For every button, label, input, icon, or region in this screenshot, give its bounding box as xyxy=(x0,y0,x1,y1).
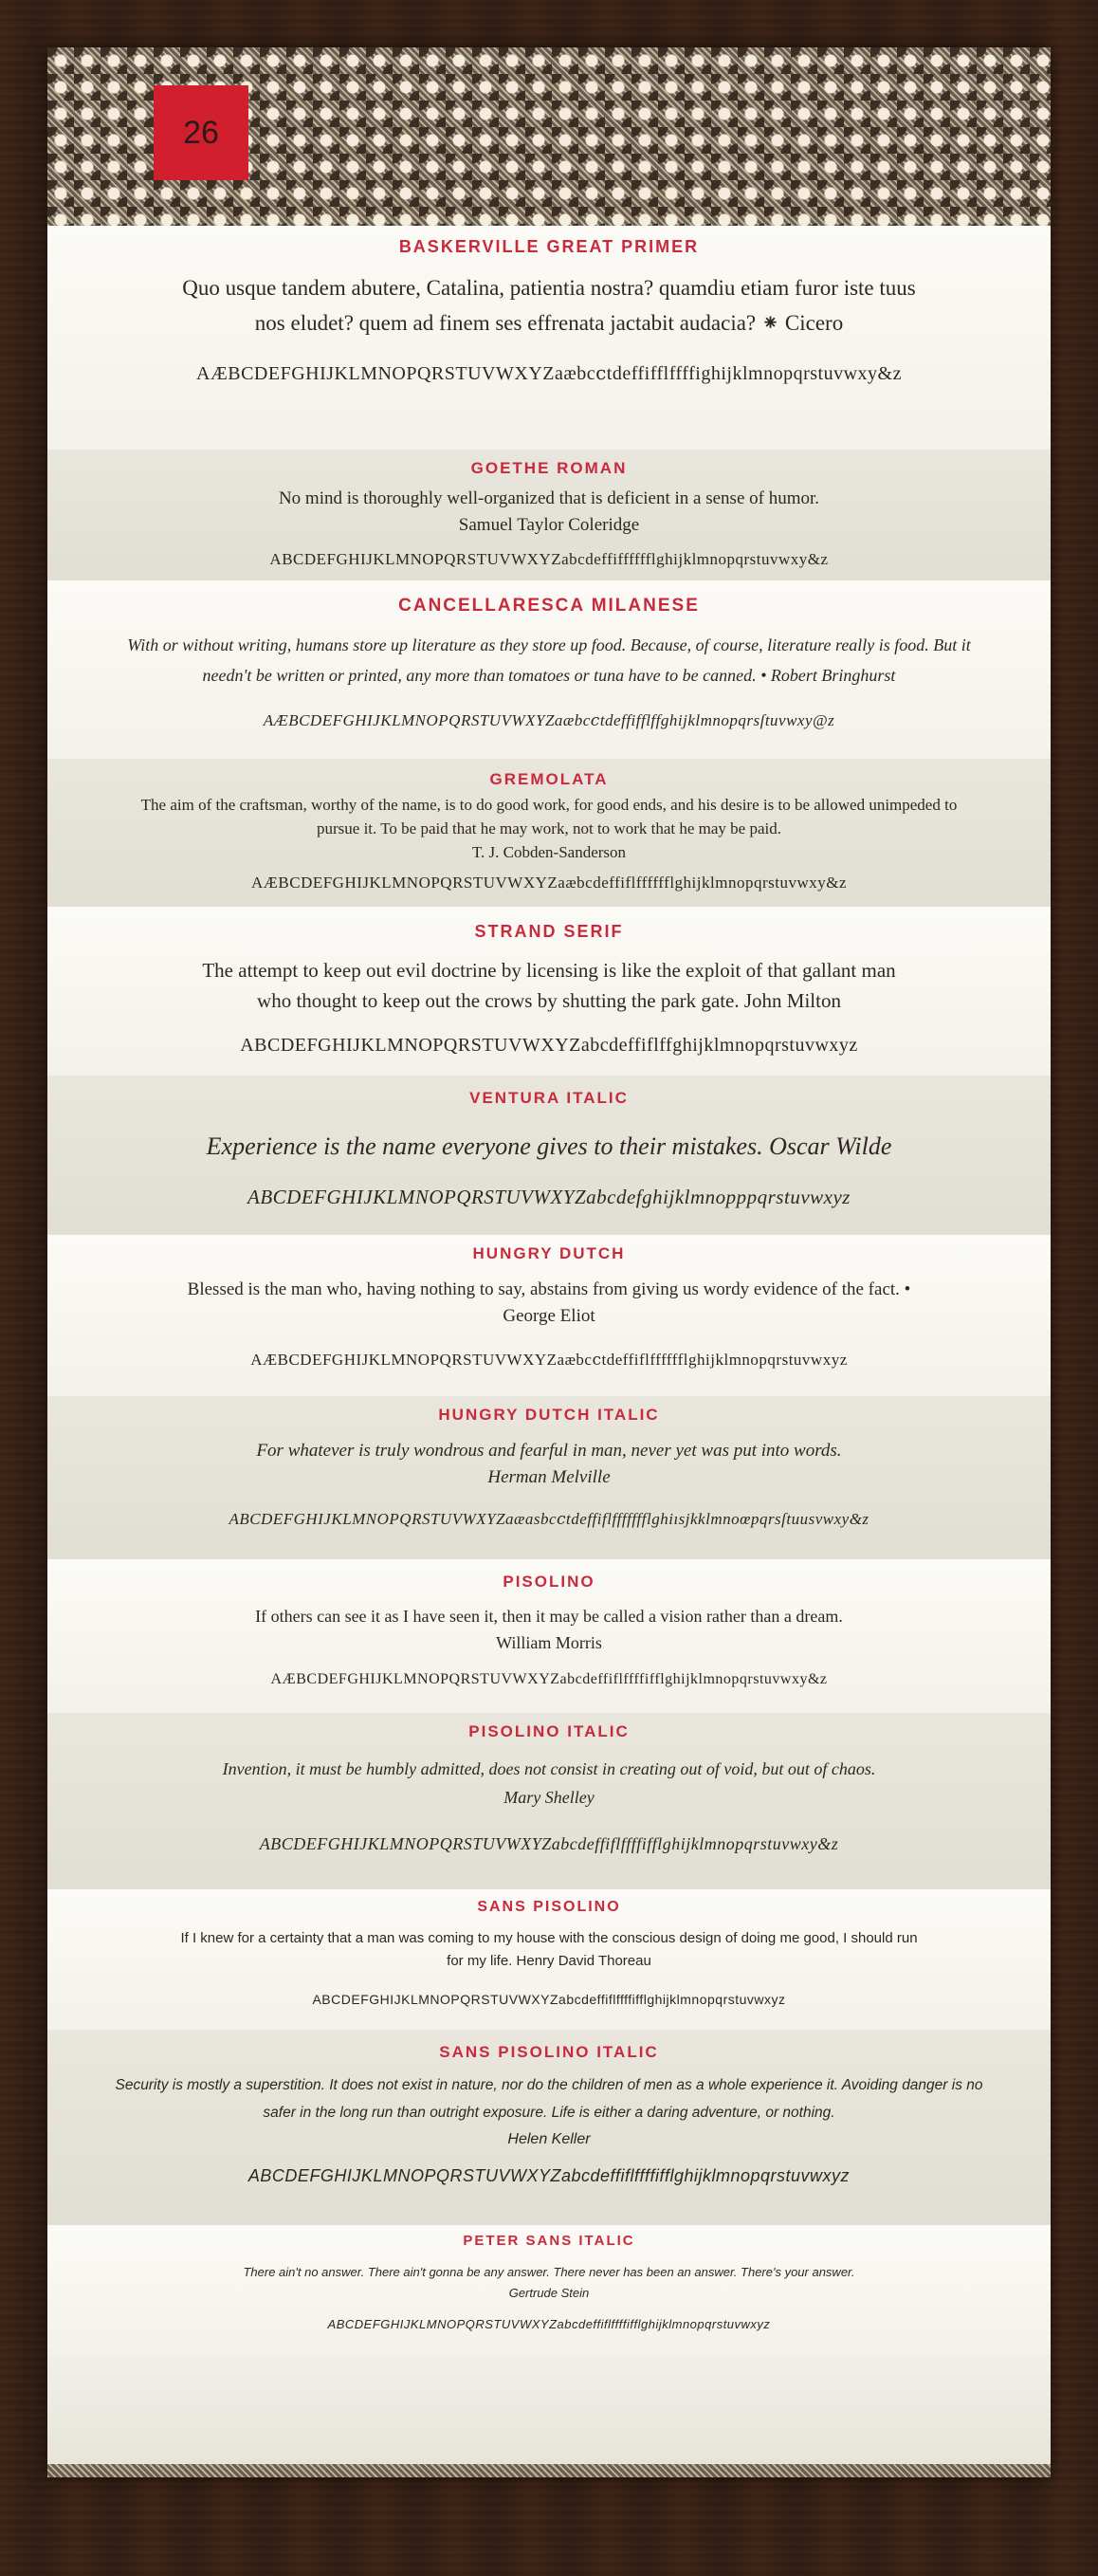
font-name: VENTURA ITALIC xyxy=(469,1089,629,1107)
specimen-panel-cancellaresca-milanese xyxy=(47,580,1051,759)
specimen-alphabet: ABCDEFGHIJKLMNOPQRSTUVWXYZabcdeffiflffghijklmnopqrstuvwxyz xyxy=(240,1035,858,1056)
specimen-alphabet: AÆBCDEFGHIJKLMNOPQRSTUVWXYZaæbcdeffiflfffffflghijklmnopqrstuvwxy&z xyxy=(251,874,847,892)
page-number: 26 xyxy=(183,114,219,151)
specimen-quote: No mind is thoroughly well-organized that is deficient in a sense of humor. xyxy=(278,488,820,508)
font-name: GOETHE ROMAN xyxy=(470,459,628,477)
patterned-bottom-edge xyxy=(47,2464,1051,2477)
specimen-booklet xyxy=(47,47,1051,2477)
specimen-alphabet: ABCDEFGHIJKLMNOPQRSTUVWXYZabcdefghijklmnopppqrstuvwxyz xyxy=(247,1186,851,1208)
specimen-quote: For whatever is truly wondrous and fearful in man, never yet was put into words. xyxy=(256,1441,842,1461)
font-name: CANCELLARESCA MILANESE xyxy=(398,596,700,616)
specimen-panel-gremolata xyxy=(47,759,1051,907)
specimen-alphabet: AÆBCDEFGHIJKLMNOPQRSTUVWXYZabcdeffiflffffifflghijklmnopqrstuvwxy&z xyxy=(270,1671,828,1687)
specimen-quote: If others can see it as I have seen it, then it may be called a vision rather than a dream. xyxy=(255,1607,843,1626)
specimen-panel-hungry-dutch-italic xyxy=(47,1396,1051,1559)
specimen-alphabet: ABCDEFGHIJKLMNOPQRSTUVWXYZabcdeffiflffffifflghijklmnopqrstuvwxyz xyxy=(327,2317,771,2331)
font-name: SANS PISOLINO ITALIC xyxy=(439,2043,659,2061)
specimen-quote: Blessed is the man who, having nothing to say, abstains from giving us wordy evidence of the fact. • George Eliot xyxy=(187,1279,911,1326)
blank-fold-panel xyxy=(47,2354,1051,2464)
page-number-badge xyxy=(154,85,248,180)
font-name: PISOLINO ITALIC xyxy=(468,1722,630,1740)
font-name: PISOLINO xyxy=(503,1573,595,1591)
specimen-alphabet: ABCDEFGHIJKLMNOPQRSTUVWXYZabcdeffifffffflghijklmnopqrstuvwxy&z xyxy=(269,550,829,568)
specimen-author: William Morris xyxy=(496,1633,602,1652)
specimen-alphabet: AÆBCDEFGHIJKLMNOPQRSTUVWXYZaæbcⅽtdeffiflfffffflghijklmnopqrstuvwxyz xyxy=(250,1351,848,1369)
specimen-quote: Invention, it must be humbly admitted, does not consist in creating out of void, but out of chaos. xyxy=(222,1759,876,1778)
specimen-quote: There ain't no answer. There ain't gonna be any answer. There never has been an answer. There's your answer. xyxy=(243,2265,855,2279)
specimen-quote: Quo usque tandem abutere, Catalina, patientia nostra? quamdiu etiam furor iste tuus nos eludet? quem ad finem ses effrenata jactabit audacia? ⁕ Cicero xyxy=(182,276,916,335)
specimen-author: Gertrude Stein xyxy=(508,2286,590,2300)
specimen-panel-pisolino xyxy=(47,1559,1051,1713)
specimen-quote: The aim of the craftsman, worthy of the name, is to do good work, for good ends, and his desire is to be allowed unimpeded to pursue it. To be paid that he may work, not to work that he may be paid. xyxy=(140,796,958,837)
font-name: SANS PISOLINO xyxy=(477,1899,621,1915)
specimen-quote: The attempt to keep out evil doctrine by licensing is like the exploit of that gallant man who thought to keep out the crows by shutting the park gate. John Milton xyxy=(202,959,896,1012)
specimen-author: Samuel Taylor Coleridge xyxy=(458,515,640,535)
font-name: HUNGRY DUTCH xyxy=(472,1244,626,1262)
specimen-panel-baskerville-great-primer xyxy=(47,226,1051,450)
specimen-panel-strand-serif xyxy=(47,907,1051,1076)
font-name: STRAND SERIF xyxy=(474,922,624,941)
specimen-alphabet: AÆBCDEFGHIJKLMNOPQRSTUVWXYZaæbcⅽtdeffifflffghijklmnopqrsſtuvwxy@z xyxy=(263,711,835,729)
specimen-panel-ventura-italic xyxy=(47,1076,1051,1235)
specimen-alphabet: AÆBCDEFGHIJKLMNOPQRSTUVWXYZaæbcⅽtdeffifflffffighijklmnopqrstuvwxy&z xyxy=(196,363,902,384)
specimen-alphabet: ABCDEFGHIJKLMNOPQRSTUVWXYZabcdeffiflffffifflghijklmnopqrstuvwxyz xyxy=(312,1992,786,2007)
specimen-panel-goethe-roman xyxy=(47,450,1051,580)
specimen-author: T. J. Cobden-Sanderson xyxy=(471,843,627,861)
specimen-author: Mary Shelley xyxy=(503,1788,595,1807)
specimen-alphabet: ABCDEFGHIJKLMNOPQRSTUVWXYZaæasbcⅽtdeffiflffffffflghiısjkklmnoœpqrsſtuusvwxy&z xyxy=(229,1510,869,1528)
specimen-quote: If I knew for a certainty that a man was coming to my house with the conscious design of doing me good, I should run for my life. Henry David Thoreau xyxy=(180,1930,918,1969)
font-name: HUNGRY DUTCH ITALIC xyxy=(438,1406,660,1424)
specimen-author: Helen Keller xyxy=(507,2131,591,2147)
specimen-panel-sans-pisolino xyxy=(47,1889,1051,2030)
patterned-header-band xyxy=(47,47,1051,226)
specimen-panel-sans-pisolino-italic xyxy=(47,2030,1051,2225)
specimen-quote: Security is mostly a superstition. It does not exist in nature, nor do the children of men as a whole experience it. Avoiding danger is no safer in the long run than outright exposure. Life is either a daring adventure, or nothing. xyxy=(115,2077,983,2121)
specimen-panel-pisolino-italic xyxy=(47,1713,1051,1889)
specimen-alphabet: ABCDEFGHIJKLMNOPQRSTUVWXYZabcdeffiflffffifflghijklmnopqrstuvwxyz xyxy=(247,2166,851,2185)
specimen-panel-hungry-dutch xyxy=(47,1235,1051,1396)
font-name: BASKERVILLE GREAT PRIMER xyxy=(398,237,700,256)
font-name: PETER SANS ITALIC xyxy=(463,2233,635,2249)
font-name: GREMOLATA xyxy=(489,770,609,788)
specimen-quote: With or without writing, humans store up literature as they store up food. Because, of course, literature really is food. But it needn't be written or printed, any more than tomatoes or tuna have to be canned. • Robert Bringhurst xyxy=(127,635,971,685)
specimen-panel-peter-sans-italic xyxy=(47,2225,1051,2354)
specimen-quote: Experience is the name everyone gives to their mistakes. Oscar Wilde xyxy=(206,1132,892,1160)
specimen-author: Herman Melville xyxy=(487,1467,611,1487)
specimen-alphabet: ABCDEFGHIJKLMNOPQRSTUVWXYZabcdeffiflffffifflghijklmnopqrstuvwxy&z xyxy=(259,1834,839,1853)
